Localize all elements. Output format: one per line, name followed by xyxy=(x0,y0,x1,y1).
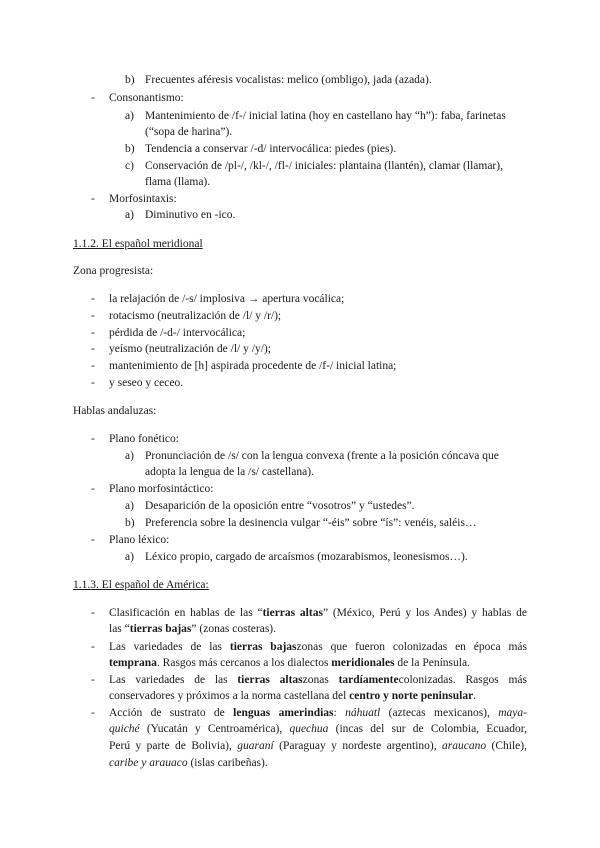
list-item-text: la relajación de /-s/ implosiva → apertura vocálica; xyxy=(109,293,345,305)
list-item-text: mantenimiento de [h] aspirada procedente de /f-/ inicial latina; xyxy=(109,360,397,372)
list-marker: a) xyxy=(125,209,134,221)
list-item-text: Morfosintaxis: xyxy=(109,193,177,205)
list-item-text: Léxico propio, cargado de arcaísmos (mozarabismos, leonesismos…). xyxy=(145,551,468,563)
list-item-text: Frecuentes aféresis vocalistas: melico (ombligo), jada (azada). xyxy=(145,74,432,86)
paragraph-line: Las variedades de las tierras bajaszonas que fueron colonizadas en época más xyxy=(109,641,527,653)
paragraph-line: quiché (Yucatán y Centroamérica), quechua (incas del sur de Colombia, Ecuador, xyxy=(109,723,527,735)
list-marker: - xyxy=(91,360,95,372)
list-item-text: Diminutivo en -ico. xyxy=(145,209,236,221)
list-marker: - xyxy=(91,343,95,355)
list-item-text: adopta la lengua de la /s/ castellana). xyxy=(145,466,314,478)
list-marker: a) xyxy=(125,450,134,462)
list-marker: b) xyxy=(125,74,135,86)
list-item-text: Preferencia sobre la desinencia vulgar “-éis” sobre “ís”: venéis, saléis… xyxy=(145,517,477,529)
list-marker: - xyxy=(91,641,95,653)
section-heading: 1.1.2. El español meridional xyxy=(73,238,203,250)
paragraph-line: Clasificación en hablas de las “tierras altas” (México, Perú y los Andes) y hablas de xyxy=(109,607,527,619)
list-item-text: Pronunciación de /s/ con la lengua convexa (frente a la posición cóncava que xyxy=(145,450,499,462)
paragraph-line: caribe y arauaco (islas caribeñas). xyxy=(109,757,268,769)
list-item-text: Consonantismo: xyxy=(109,92,184,104)
list-marker: b) xyxy=(125,517,135,529)
list-marker: - xyxy=(91,534,95,546)
paragraph-line: Las variedades de las tierras altaszonas tardíamentecolonizadas. Rasgos más xyxy=(109,674,527,686)
list-marker: - xyxy=(91,310,95,322)
paragraph-line: Perú y parte de Bolivia), guaraní (Paraguay y nordeste argentino), araucano (Chile), xyxy=(109,740,527,752)
list-marker: - xyxy=(91,707,95,719)
list-marker: - xyxy=(91,433,95,445)
list-item-text: Mantenimiento de /f-/ inicial latina (hoy en castellano hay “h”): faba, farinetas xyxy=(145,110,506,122)
list-marker: a) xyxy=(125,500,134,512)
list-item-text: Plano fonético: xyxy=(109,433,179,445)
list-item-text: (“sopa de harina”). xyxy=(145,126,233,138)
list-marker: - xyxy=(91,92,95,104)
list-item-text: Conservación de /pl-/, /kl-/, /fl-/ iniciales: plantaina (llantén), clamar (llamar), xyxy=(145,160,503,172)
subheading: Hablas andaluzas: xyxy=(73,405,157,417)
list-marker: - xyxy=(91,193,95,205)
list-marker: a) xyxy=(125,551,134,563)
paragraph-line: las “tierras bajas” (zonas costeras). xyxy=(109,623,277,635)
list-marker: - xyxy=(91,607,95,619)
list-item-text: Plano léxico: xyxy=(109,534,170,546)
section-heading: 1.1.3. El español de América: xyxy=(73,579,209,591)
list-marker: - xyxy=(91,327,95,339)
subheading: Zona progresista: xyxy=(73,265,154,277)
paragraph-line: temprana. Rasgos más cercanos a los dialectos meridionales de la Península. xyxy=(109,657,470,669)
paragraph-line: Acción de sustrato de lenguas amerindias: náhuatl (aztecas mexicanos), maya- xyxy=(109,707,527,719)
list-marker: - xyxy=(91,483,95,495)
list-item-text: flama (llama). xyxy=(145,176,211,188)
list-marker: b) xyxy=(125,143,135,155)
list-marker: - xyxy=(91,293,95,305)
list-item-text: Plano morfosintáctico: xyxy=(109,483,214,495)
paragraph-line: conservadores y próximos a la norma castellana del centro y norte peninsular. xyxy=(109,690,477,702)
list-item-text: Tendencia a conservar /-d/ intervocálica: piedes (pies). xyxy=(145,143,397,155)
list-item-text: rotacismo (neutralización de /l/ y /r/); xyxy=(109,310,282,322)
list-marker: - xyxy=(91,674,95,686)
list-item-text: yeísmo (neutralización de /l/ y /y/); xyxy=(109,343,271,355)
list-marker: a) xyxy=(125,110,134,122)
list-marker: c) xyxy=(125,160,134,172)
list-item-text: Desaparición de la oposición entre “vosotros” y “ustedes”. xyxy=(145,500,415,512)
list-item-text: y seseo y ceceo. xyxy=(109,377,184,389)
list-item-text: pérdida de /-d-/ intervocálica; xyxy=(109,327,246,339)
list-marker: - xyxy=(91,377,95,389)
